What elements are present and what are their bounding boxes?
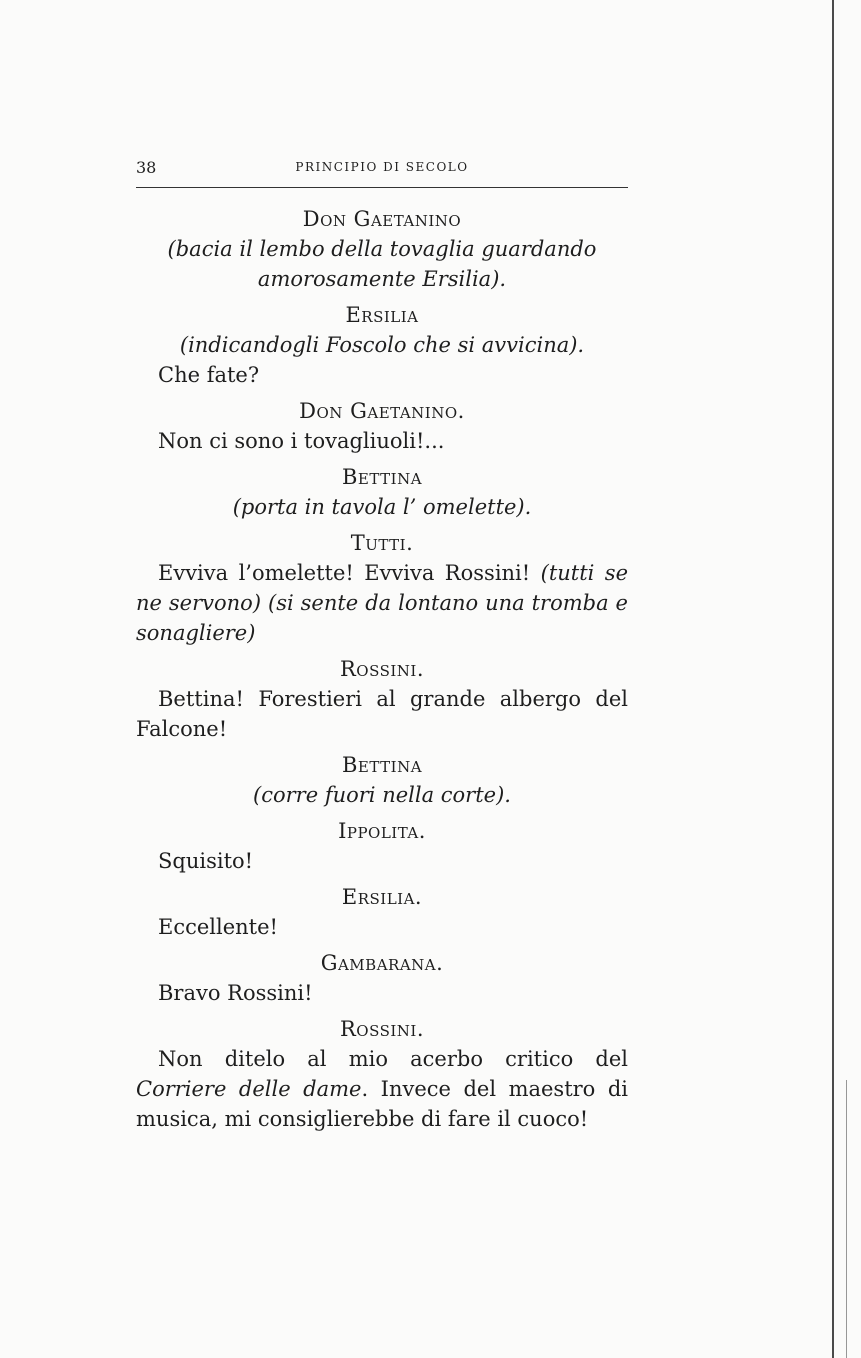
speaker-name: Gambarana. bbox=[320, 951, 444, 975]
newspaper-title: Corriere delle dame bbox=[136, 1077, 362, 1101]
dialogue-line: Non ci sono i tovagliuoli!... bbox=[158, 429, 445, 453]
dialogue-line: Che fate? bbox=[158, 363, 260, 387]
running-title: PRINCIPIO DI SECOLO bbox=[295, 160, 469, 174]
dialogue-text: Non ditelo al mio acerbo critico del bbox=[158, 1047, 628, 1071]
speaker-name: Don Gaetanino bbox=[302, 207, 462, 231]
speaker-name: Ersilia bbox=[345, 303, 419, 327]
speaker-name: Rossini. bbox=[339, 657, 425, 681]
dialogue-text: . Invece del maestro di musica, mi consiglierebbe di fare il cuoco! bbox=[136, 1077, 628, 1131]
stage-direction: (corre fuori nella corte). bbox=[253, 783, 511, 807]
play-text bbox=[136, 204, 628, 1134]
dialogue-line bbox=[136, 558, 628, 648]
speaker-name: Rossini. bbox=[339, 1017, 425, 1041]
dialogue-line: Eccellente! bbox=[158, 915, 278, 939]
speaker-name: Bettina bbox=[341, 753, 423, 777]
speaker-name: Tutti. bbox=[350, 531, 414, 555]
inline-stage-direction: (tutti se ne servono) bbox=[136, 561, 628, 615]
speaker-name: Ersilia. bbox=[341, 885, 423, 909]
page-header bbox=[136, 158, 628, 182]
page-edge-shadow-lower bbox=[846, 1080, 847, 1358]
speaker-name: Ippolita. bbox=[338, 819, 426, 843]
page-edge-shadow bbox=[832, 0, 834, 1358]
dialogue-line: Squisito! bbox=[158, 849, 254, 873]
inline-stage-direction: (si sente da lontano una tromba e sonagliere) bbox=[136, 591, 628, 645]
dialogue-text: Evviva l’omelette! Evviva Rossini! bbox=[158, 561, 541, 585]
stage-direction: (bacia il lembo della tovaglia guardando amorosamente Ersilia). bbox=[167, 237, 597, 291]
stage-direction: (porta in tavola l’ omelette). bbox=[232, 495, 532, 519]
speaker-name: Don Gaetanino. bbox=[299, 399, 465, 423]
header-rule bbox=[136, 187, 628, 188]
speaker-name: Bettina bbox=[341, 465, 423, 489]
dialogue-line bbox=[136, 1044, 628, 1134]
dialogue-line: Bettina! Forestieri al grande albergo del Falcone! bbox=[136, 687, 628, 741]
stage-direction: (indicandogli Foscolo che si avvicina). bbox=[179, 333, 585, 357]
page-number: 38 bbox=[136, 158, 157, 177]
dialogue-line: Bravo Rossini! bbox=[158, 981, 313, 1005]
